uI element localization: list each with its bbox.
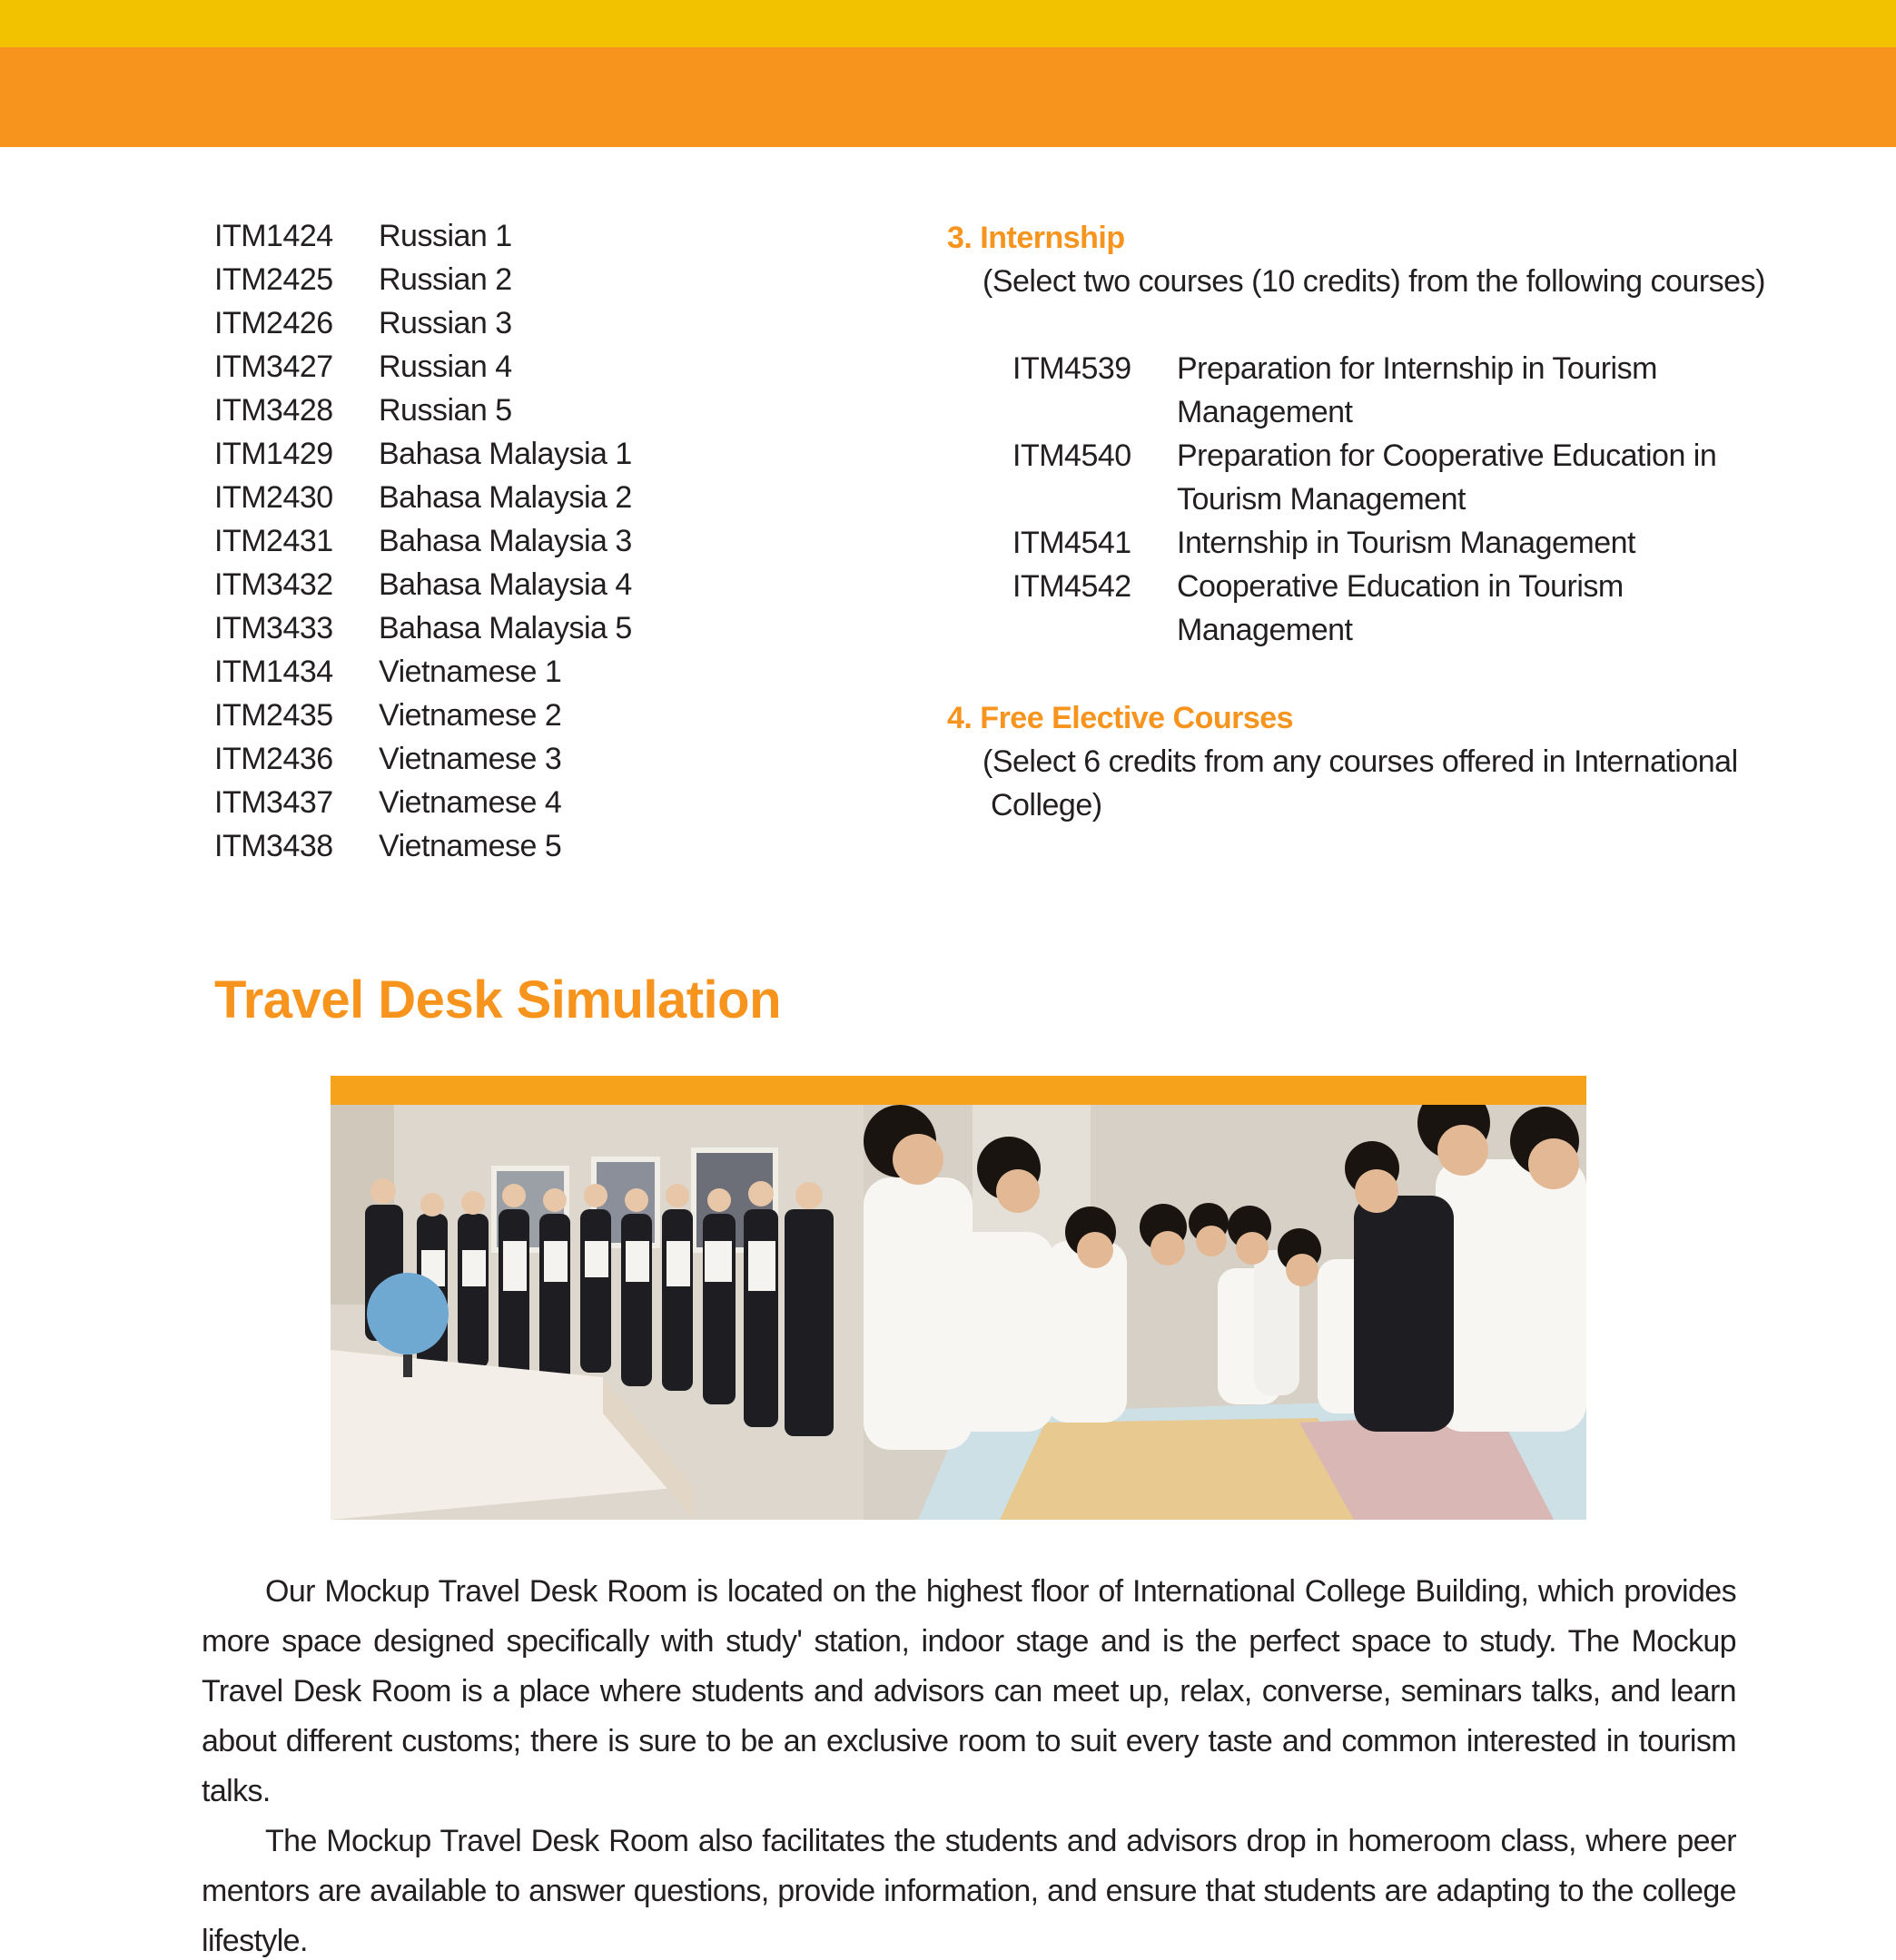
paragraph: The Mockup Travel Desk Room also facilitates the students and advisors drop in homeroom class, where peer mentors are available to answer questions, provide information, and ensure that students are adapting to the college lifestyle. [202, 1824, 1736, 1958]
course-row [214, 432, 941, 476]
course-row [214, 563, 941, 606]
course-code: ITM3438 [214, 828, 333, 863]
internship-title: 3. Internship [947, 221, 1125, 255]
course-code: ITM3428 [214, 392, 333, 428]
course-code: ITM1424 [214, 218, 333, 253]
course-row [214, 606, 941, 650]
course-code: ITM4540 [1012, 438, 1131, 473]
course-name: Bahasa Malaysia 3 [379, 523, 632, 558]
language-course-list [214, 214, 941, 868]
internship-course-list [1012, 347, 1793, 652]
course-code: ITM2425 [214, 261, 333, 297]
course-name-line: Management [1177, 395, 1353, 429]
course-name-line: Preparation for Internship in Tourism [1177, 351, 1657, 386]
course-row [214, 650, 941, 694]
course-row [214, 345, 941, 389]
course-code: ITM4542 [1012, 569, 1131, 604]
course-name: Russian 2 [379, 261, 512, 297]
internship-row [1012, 434, 1793, 521]
photo-collage [331, 1076, 1586, 1520]
free-elective-note-line: College) [983, 788, 1102, 822]
course-name: Vietnamese 5 [379, 828, 562, 863]
internship-row [1012, 565, 1793, 652]
course-code: ITM3427 [214, 349, 333, 384]
course-code: ITM2431 [214, 523, 333, 558]
course-name: Vietnamese 1 [379, 654, 562, 689]
course-code: ITM4539 [1012, 351, 1131, 386]
course-row [214, 301, 941, 345]
course-name: Russian 1 [379, 218, 512, 253]
course-code: ITM4541 [1012, 526, 1131, 560]
course-name: Russian 5 [379, 392, 512, 428]
course-name-line: Preparation for Cooperative Education in [1177, 438, 1717, 473]
map-activity-photo [864, 1105, 1586, 1520]
photo-accent-bar [331, 1076, 1586, 1105]
internship-row [1012, 347, 1793, 434]
free-elective-section [947, 696, 1801, 827]
paragraph: Our Mockup Travel Desk Room is located on the highest floor of International College Building, which provides more space designed specifically with study' station, indoor stage and is the perfect space to study. The Mockup Travel Desk Room is a place where students and advisors can meet up, relax, converse, seminars talks, and learn about different customs; there is sure to be an exclusive room to suit every taste and common interested in tourism talks. [202, 1574, 1736, 1808]
course-code: ITM2430 [214, 479, 333, 515]
page-heading: Travel Desk Simulation [214, 970, 782, 1029]
course-name [1177, 347, 1793, 434]
group-photo-illustration [331, 1105, 864, 1520]
course-name-line: Tourism Management [1177, 482, 1466, 517]
free-elective-title: 4. Free Elective Courses [947, 701, 1294, 735]
course-row [214, 824, 941, 868]
course-code: ITM2436 [214, 741, 333, 776]
course-name: Vietnamese 3 [379, 741, 562, 776]
course-name: Vietnamese 2 [379, 697, 562, 733]
internship-note: (Select two courses (10 credits) from the following courses) [983, 264, 1765, 299]
course-name: Bahasa Malaysia 4 [379, 566, 632, 602]
course-name [1177, 521, 1793, 565]
free-elective-note-line: (Select 6 credits from any courses offered in International [983, 744, 1738, 779]
course-code: ITM1429 [214, 436, 333, 471]
course-name [1177, 434, 1793, 521]
body-text [202, 1567, 1736, 1960]
course-name: Bahasa Malaysia 2 [379, 479, 632, 515]
course-name-line: Internship in Tourism Management [1177, 526, 1635, 560]
course-code: ITM3433 [214, 610, 333, 645]
course-name: Russian 3 [379, 305, 512, 340]
course-code: ITM1434 [214, 654, 333, 689]
course-code: ITM2426 [214, 305, 333, 340]
course-name [1177, 565, 1793, 652]
map-activity-illustration [864, 1105, 1586, 1520]
course-code: ITM3437 [214, 784, 333, 820]
course-row [214, 476, 941, 519]
course-code: ITM2435 [214, 697, 333, 733]
internship-row [1012, 521, 1793, 565]
top-yellow-band [0, 0, 1896, 47]
course-name: Russian 4 [379, 349, 512, 384]
course-name-line: Management [1177, 613, 1353, 647]
course-row [214, 214, 941, 258]
internship-section [947, 216, 1801, 303]
free-elective-note [947, 740, 1801, 827]
course-code: ITM3432 [214, 566, 333, 602]
group-photo [331, 1105, 864, 1520]
header-orange-band [0, 47, 1896, 147]
course-name: Bahasa Malaysia 5 [379, 610, 632, 645]
course-row [214, 258, 941, 301]
course-row [214, 694, 941, 737]
course-name: Vietnamese 4 [379, 784, 562, 820]
course-name: Bahasa Malaysia 1 [379, 436, 632, 471]
course-row [214, 737, 941, 781]
course-row [214, 781, 941, 824]
course-row [214, 389, 941, 432]
course-name-line: Cooperative Education in Tourism [1177, 569, 1624, 604]
course-row [214, 519, 941, 563]
